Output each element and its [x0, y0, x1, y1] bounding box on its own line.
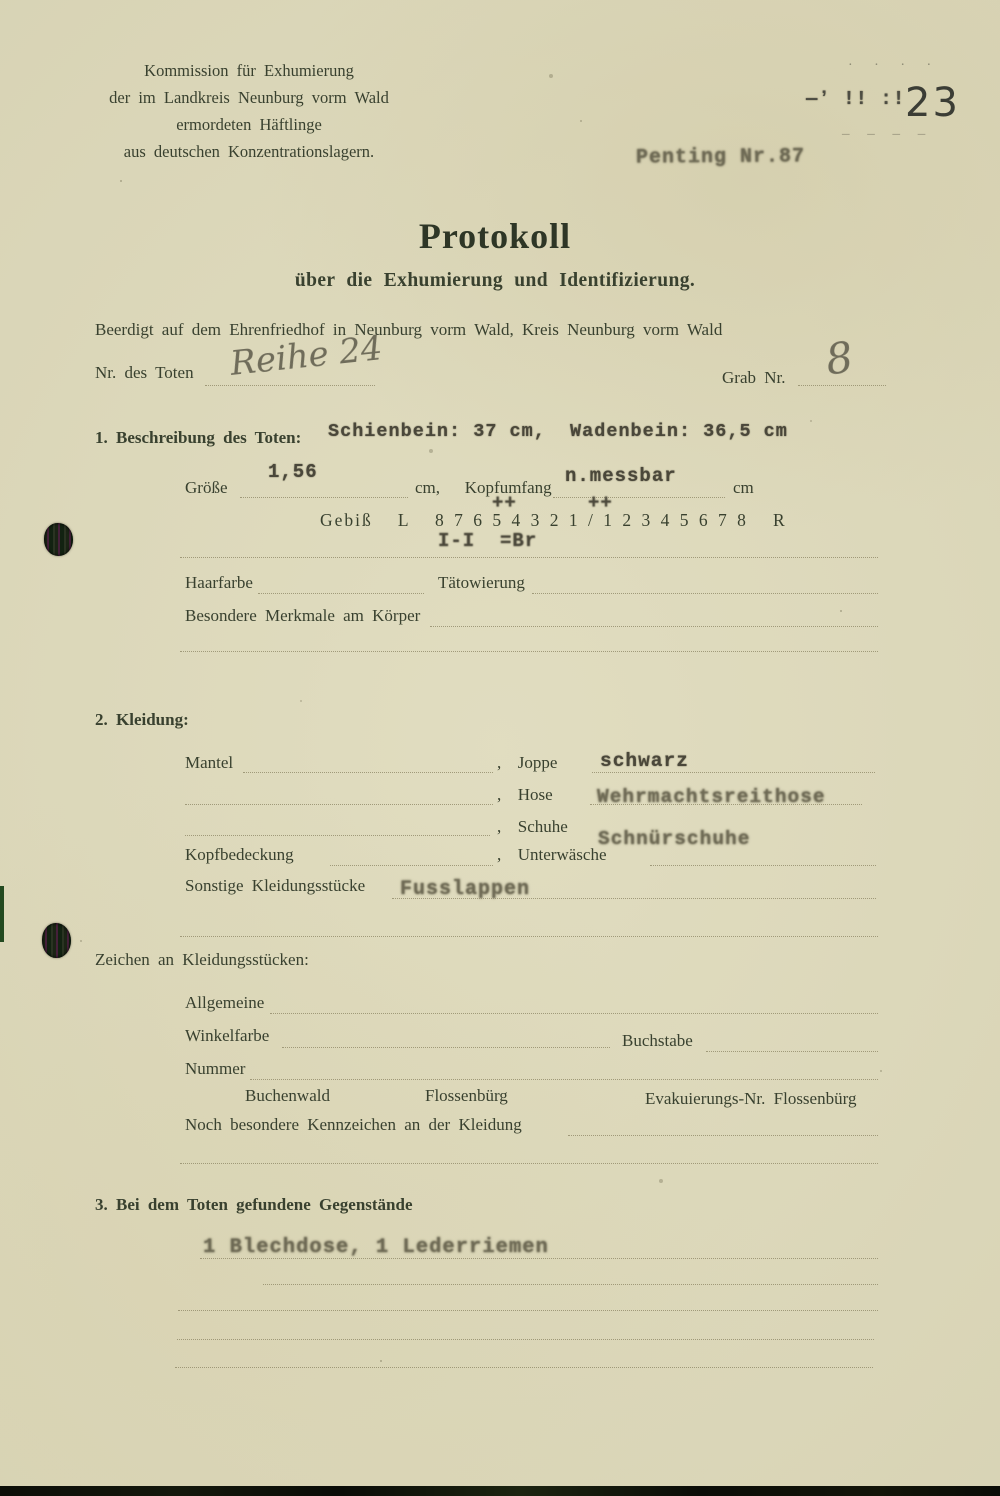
dotted-line	[250, 1078, 878, 1080]
dotted-line	[178, 1309, 878, 1311]
letterhead-line: ermordeten Häftlinge	[176, 115, 322, 134]
camp-flossenbuerg-label: Flossenbürg	[425, 1086, 508, 1105]
dotted-line	[592, 771, 875, 773]
dotted-line	[430, 625, 878, 627]
scan-edge-bar	[0, 1486, 1000, 1496]
jacket-label: , Joppe	[497, 753, 558, 772]
punch-hole	[42, 923, 71, 958]
dotted-line	[185, 803, 493, 805]
headgear-label: Kopfbedeckung	[185, 845, 294, 864]
dotted-line	[177, 1338, 874, 1340]
dotted-line	[180, 935, 878, 937]
dotted-line	[706, 1050, 878, 1052]
dotted-line	[270, 1012, 878, 1014]
dotted-line	[180, 556, 878, 558]
markings-heading: Zeichen an Kleidungsstücken:	[95, 950, 309, 969]
burial-location-line: Beerdigt auf dem Ehrenfriedhof in Neunburg vorm Wald, Kreis Neunburg vorm Wald	[95, 320, 723, 339]
dotted-line	[532, 592, 878, 594]
dotted-line	[240, 496, 408, 498]
dotted-line	[180, 1162, 878, 1164]
typed-height-value: 1,56	[268, 461, 318, 483]
tattoo-label: Tätowierung	[438, 573, 525, 592]
dotted-line	[243, 771, 493, 773]
section2-heading: 2. Kleidung:	[95, 710, 189, 729]
deceased-number-label: Nr. des Toten	[95, 363, 194, 382]
letterhead	[88, 57, 410, 165]
trousers-label: , Hose	[497, 785, 553, 804]
typed-teeth-mark-left: ++	[492, 492, 517, 514]
camp-evakuierungs-nr-label: Evakuierungs-Nr. Flossenbürg	[645, 1089, 857, 1108]
dotted-line	[798, 384, 886, 386]
typed-found-objects: 1 Blechdose, 1 Lederriemen	[203, 1236, 549, 1259]
special-clothing-markings-label: Noch besondere Kennzeichen an der Kleidung	[185, 1115, 522, 1134]
corner-dashes: – – – –	[842, 126, 933, 142]
dotted-line	[553, 496, 725, 498]
typed-bone-measurements: Schienbein: 37 cm, Wadenbein: 36,5 cm	[328, 421, 788, 442]
corner-dots: · · · ·	[848, 58, 941, 73]
angle-color-label: Winkelfarbe	[185, 1026, 270, 1045]
typed-teeth-annotation: I-I =Br	[438, 530, 538, 552]
height-label: Größe	[185, 478, 228, 497]
dotted-line	[590, 803, 862, 805]
punch-hole	[44, 523, 73, 556]
letterhead-line: der im Landkreis Neunburg vorm Wald	[109, 88, 389, 107]
typed-trousers-value: Wehrmachtsreithose	[597, 786, 826, 808]
grave-number-handwritten: 8	[822, 332, 857, 385]
grave-number-label: Grab Nr.	[722, 368, 786, 387]
typed-jacket-value: schwarz	[600, 750, 689, 772]
number-label: Nummer	[185, 1059, 246, 1078]
dotted-line	[263, 1283, 878, 1285]
location-stamp: Penting Nr.87	[635, 145, 806, 170]
deceased-number-handwritten: Reihe 24	[228, 328, 385, 384]
dotted-line	[568, 1134, 878, 1136]
dotted-line	[650, 864, 876, 866]
dotted-line	[258, 592, 424, 594]
letter-label: Buchstabe	[622, 1031, 693, 1050]
hair-color-label: Haarfarbe	[185, 573, 253, 592]
camp-buchenwald-label: Buchenwald	[245, 1086, 330, 1105]
head-circumference-label: cm, Kopfumfang	[415, 478, 552, 497]
cm-unit-label: cm	[733, 478, 754, 497]
special-body-features-label: Besondere Merkmale am Körper	[185, 606, 421, 625]
general-markings-label: Allgemeine	[185, 993, 265, 1012]
coat-label: Mantel	[185, 753, 234, 772]
shoes-label: , Schuhe	[497, 817, 568, 836]
dotted-line	[180, 650, 878, 652]
section1-heading: 1. Beschreibung des Toten:	[95, 428, 302, 447]
letterhead-line: Kommission für Exhumierung	[144, 61, 354, 80]
letterhead-line: aus deutschen Konzentrationslagern.	[123, 142, 375, 161]
corner-stamp-marks: —ʼ !! :!	[806, 88, 906, 110]
paper-specks	[120, 180, 122, 182]
dotted-line	[200, 1257, 878, 1259]
underwear-label: , Unterwäsche	[497, 845, 607, 864]
dotted-line	[330, 864, 493, 866]
teeth-chart-row: Gebiß L 8 7 6 5 4 3 2 1 / 1 2 3 4 5 6 7 8 R	[320, 510, 787, 530]
typed-shoes-value: Schnürschuhe	[598, 828, 751, 850]
dotted-line	[392, 897, 876, 899]
dotted-line	[185, 834, 490, 836]
page-number: 23	[905, 80, 960, 126]
typed-teeth-mark-right: ++	[588, 492, 613, 514]
scan-edge-sliver	[0, 886, 4, 942]
typed-head-circumference-value: n.messbar	[565, 465, 677, 487]
dotted-line	[282, 1046, 610, 1048]
other-clothing-label: Sonstige Kleidungsstücke	[185, 876, 366, 895]
document-subtitle: über die Exhumierung und Identifizierung.	[294, 270, 696, 291]
dotted-line	[205, 384, 375, 386]
document-title: Protokoll	[418, 216, 572, 256]
typed-other-clothing-value: Fusslappen	[400, 878, 531, 901]
dotted-line	[175, 1366, 873, 1368]
section3-heading: 3. Bei dem Toten gefundene Gegenstände	[95, 1195, 413, 1214]
